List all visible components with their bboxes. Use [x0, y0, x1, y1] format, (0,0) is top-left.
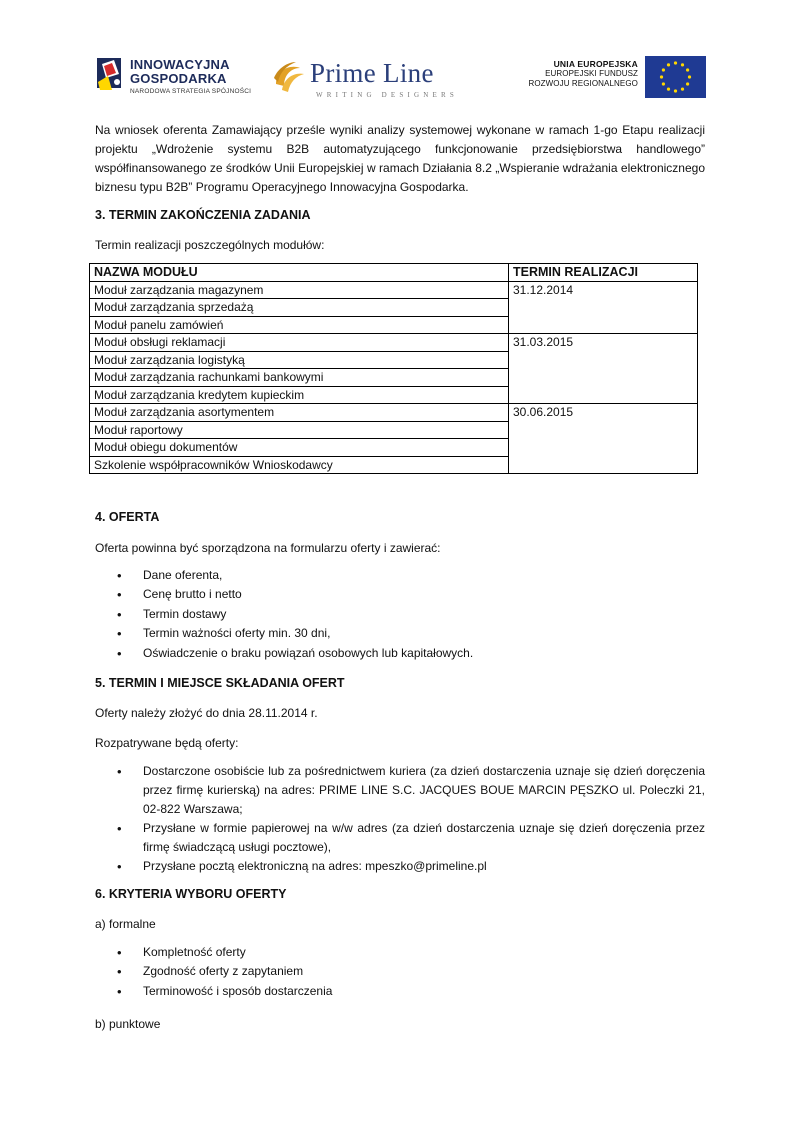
date-cell: 31.12.2014	[509, 281, 698, 334]
section6-b-label: b) punktowe	[95, 1017, 161, 1031]
list-item: • Oświadczenie o braku powiązań osobowych lub kapitałowych.	[95, 644, 705, 663]
list-item: • Terminowość i sposób dostarczenia	[95, 982, 705, 1001]
list-item: • Dostarczone osobiście lub za pośrednictwem kuriera (za dzień dostarczenia uznaje się dzień doręczenia przez firmę kurierską) na adres: PRIME LINE S.C. JACQUES BOUE MARCIN PĘSZKO ul. Poleczki 21, 02-822 Warszawa;	[95, 762, 705, 819]
section6-a-label: a) formalne	[95, 917, 156, 931]
list-item	[95, 857, 705, 876]
module-cell: Moduł zarządzania rachunkami bankowymi	[90, 369, 509, 387]
section5-deadline: Oferty należy złożyć do dnia 28.11.2014 r.	[95, 706, 318, 720]
section3-heading: 3. TERMIN ZAKOŃCZENIA ZADANIA	[95, 208, 311, 222]
logo-left-line2: GOSPODARKA	[130, 71, 227, 86]
innowacyjna-gospodarka-logo	[94, 50, 254, 104]
logo-left-line1: INNOWACYJNA	[130, 57, 230, 72]
list-item: • Zgodność oferty z zapytaniem	[95, 962, 705, 981]
list-item: • Dane oferenta,	[95, 566, 705, 585]
date-cell: 31.03.2015	[509, 334, 698, 404]
eu-line2: ROZWOJU REGIONALNEGO	[528, 79, 638, 88]
prime-line-swirl-icon	[270, 58, 308, 96]
section5-heading: 5. TERMIN I MIEJSCE SKŁADANIA OFERT	[95, 676, 345, 690]
table-row	[90, 404, 698, 422]
header-logos	[94, 50, 706, 108]
logo-left-subtitle: NARODOWA STRATEGIA SPÓJNOŚCI	[130, 88, 252, 95]
table-header-module: NAZWA MODUŁU	[90, 264, 509, 282]
table-header-date: TERMIN REALIZACJI	[509, 264, 698, 282]
prime-line-tagline: WRITING DESIGNERS	[316, 91, 458, 99]
section5-list-wrap	[95, 762, 705, 876]
module-cell: Moduł panelu zamówień	[90, 316, 509, 334]
module-cell: Moduł zarządzania magazynem	[90, 281, 509, 299]
email-link[interactable]: Przysłane pocztą elektroniczną na adres: mpeszko@primeline.pl	[143, 859, 487, 873]
module-cell: Moduł raportowy	[90, 421, 509, 439]
section5-lead: Rozpatrywane będą oferty:	[95, 736, 239, 750]
list-item: • Termin ważności oferty min. 30 dni,	[95, 624, 705, 643]
eu-line1: EUROPEJSKI FUNDUSZ	[545, 69, 638, 78]
prime-line-name: Prime Line	[310, 58, 434, 88]
table-header-row	[90, 264, 698, 282]
prime-line-logo	[270, 56, 470, 106]
date-cell: 30.06.2015	[509, 404, 698, 474]
modules-table	[89, 263, 698, 474]
intro-paragraph: Na wniosek oferenta Zamawiający prześle wyniki analizy systemowej wykonane w ramach 1-go Etapu realizacji projektu „Wdrożenie systemu B2B automatyzującego funkcjonowanie przedsiębiorstwa handlowego” współfinansowanego ze środków Unii Europejskiej w ramach Działania 8.2 „Wspieranie wdrażania elektronicznego biznesu typu B2B” Programu Operacyjnego Innowacyjna Gospodarka.	[95, 123, 705, 194]
section6-a-list-wrap	[95, 943, 705, 1001]
section4-list-wrap	[95, 566, 705, 663]
eu-title: UNIA EUROPEJSKA	[553, 59, 638, 69]
eu-logo	[514, 56, 706, 106]
module-cell: Moduł obsługi reklamacji	[90, 334, 509, 352]
table-row	[90, 334, 698, 352]
module-cell: Szkolenie współpracowników Wnioskodawcy	[90, 456, 509, 474]
table-row	[90, 281, 698, 299]
section6-heading: 6. KRYTERIA WYBORU OFERTY	[95, 887, 287, 901]
section4-lead: Oferta powinna być sporządzona na formularzu oferty i zawierać:	[95, 541, 441, 555]
list-item: • Kompletność oferty	[95, 943, 705, 962]
list-item: • Termin dostawy	[95, 605, 705, 624]
list-item: • Przysłane w formie papierowej na w/w adres (za dzień dostarczenia uznaje się dzień doręczenia przez firmę świadczącą usługi pocztowe),	[95, 819, 705, 857]
module-cell: Moduł zarządzania sprzedażą	[90, 299, 509, 317]
eu-flag-icon	[645, 56, 706, 98]
section5-list	[95, 762, 705, 876]
innowacyjna-gospodarka-mark-icon	[94, 54, 124, 92]
section3-lead: Termin realizacji poszczególnych modułów:	[95, 238, 325, 252]
module-cell: Moduł zarządzania asortymentem	[90, 404, 509, 422]
section6-a-list	[95, 943, 705, 1001]
module-cell: Moduł zarządzania logistyką	[90, 351, 509, 369]
module-cell: Moduł obiegu dokumentów	[90, 439, 509, 457]
list-item: • Cenę brutto i netto	[95, 585, 705, 604]
section4-heading: 4. OFERTA	[95, 510, 160, 524]
module-cell: Moduł zarządzania kredytem kupieckim	[90, 386, 509, 404]
section4-list	[95, 566, 705, 663]
intro-block	[95, 121, 705, 197]
